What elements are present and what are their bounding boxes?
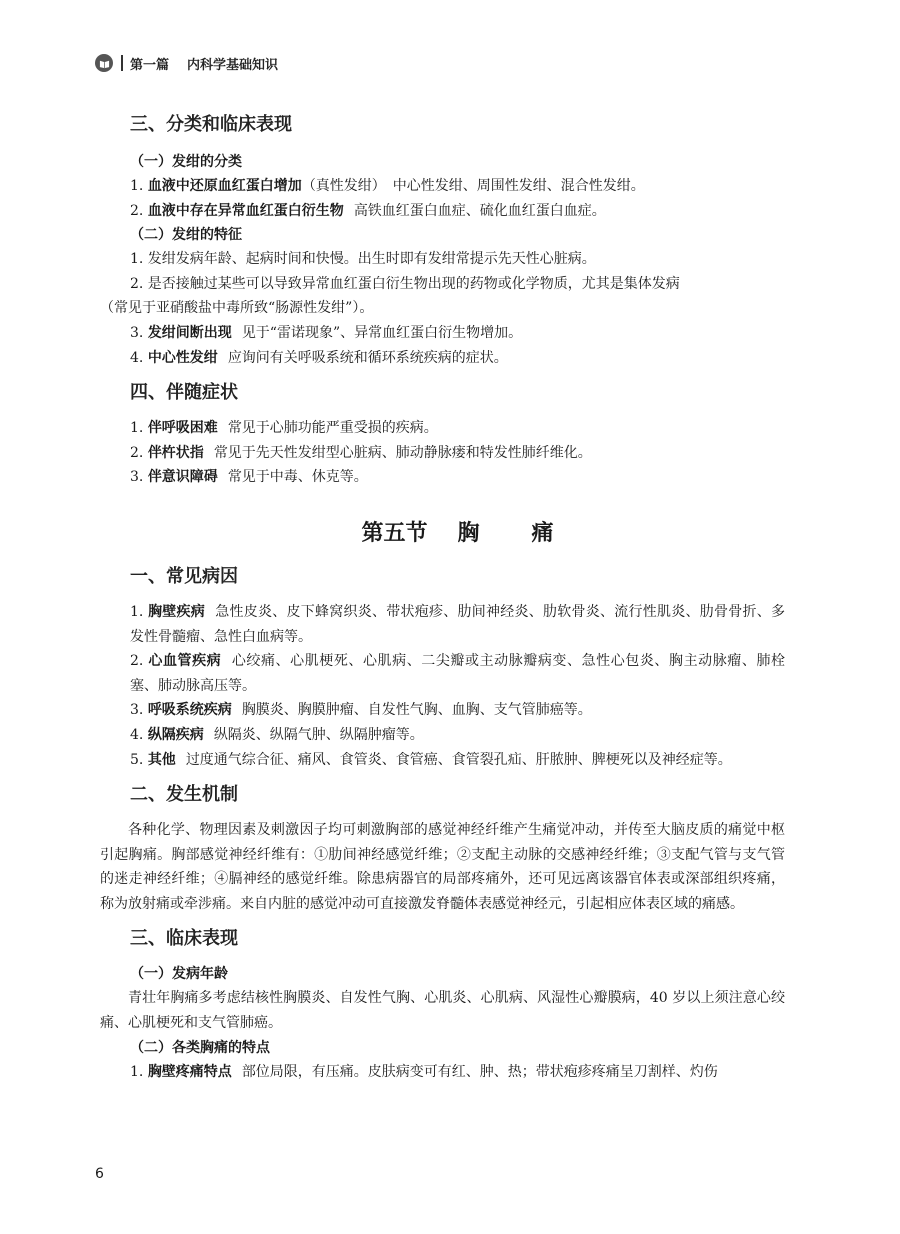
page-content (100, 110, 786, 1084)
heading-clinical: 三、临床表现 (130, 928, 238, 950)
book-icon (95, 54, 113, 72)
list-item: 2. 心血管疾病 心绞痛、心肌梗死、心肌病、二尖瓣或主动脉瓣病变、急性心包炎、胸主动脉瘤、肺栓塞、肺动脉高压等。 (130, 653, 786, 694)
list-item: 1. 胸壁疼痛特点 部位局限，有压痛。皮肤病变可有红、肿、热；带状疱疹疼痛呈刀割样、灼伤 (130, 1063, 718, 1080)
list-item: 1. 发绀发病年龄、起病时间和快慢。出生时即有发绀常提示先天性心脏病。 (130, 251, 596, 268)
list-item: 1. 血液中还原血红蛋白增加（真性发绀） 中心性发绀、周围性发绀、混合性发绀。 (130, 178, 645, 194)
running-header (95, 52, 855, 74)
list-item: 3. 呼吸系统疾病 胸膜炎、胸膜肿瘤、自发性气胸、血胸、支气管肺癌等。 (130, 702, 592, 719)
list-item: 3. 发绀间断出现 见于“雷诺现象”、异常血红蛋白衍生物增加。 (130, 324, 523, 341)
heading-mechanism: 二、发生机制 (130, 784, 238, 806)
list-item: 2. 是否接触过某些可以导致异常血红蛋白衍生物出现的药物或化学物质，尤其是集体发病 (130, 275, 680, 292)
subheading-features: （二）发绀的特征 (130, 227, 242, 244)
header-part: 第一篇 (130, 57, 170, 73)
heading-classification: 三、分类和临床表现 (130, 114, 292, 135)
list-item: 1. 伴呼吸困难 常见于心肺功能严重受损的疾病。 (130, 420, 438, 437)
subheading-pain-features: （二）各类胸痛的特点 (130, 1039, 270, 1056)
subheading-age: （一）发病年龄 (130, 966, 228, 983)
list-item: 4. 中心性发绀 应询问有关呼吸系统和循环系统疾病的症状。 (130, 349, 508, 366)
header-title: 内科学基础知识 (187, 57, 279, 73)
header-separator (121, 55, 123, 71)
list-item-continuation: （常见于亚硝酸盐中毒所致“肠源性发绀”）。 (100, 300, 374, 317)
paragraph-mechanism: 各种化学、物理因素及刺激因子均可刺激胸部的感觉神经纤维产生痛觉冲动，并传至大脑皮质的痛觉中枢引起胸痛。胸部感觉神经纤维有：①肋间神经感觉纤维；②支配主动脉的交感神经纤维；③支配气管与支气管的迷走神经纤维；④膈神经的感觉纤维。除患病器官的局部疼痛外，还可见远离该器官体表或深部组织疼痛，称为放射痛或牵涉痛。来自内脏的感觉冲动可直接激发脊髓体表感觉神经元，引起相应体表区域的痛感。 (100, 822, 785, 912)
list-item: 3. 伴意识障碍 常见于中毒、休克等。 (130, 469, 368, 486)
heading-accompanying: 四、伴随症状 (130, 382, 238, 404)
list-item: 2. 血液中存在异常血红蛋白衍生物 高铁血红蛋白血症、硫化血红蛋白血症。 (130, 202, 606, 219)
list-item: 4. 纵隔疾病 纵隔炎、纵隔气肿、纵隔肿瘤等。 (130, 726, 424, 743)
list-item: 1. 胸壁疾病 急性皮炎、皮下蜂窝织炎、带状疱疹、肋间神经炎、肋软骨炎、流行性肌炎、肋骨骨折、多发性骨髓瘤、急性白血病等。 (130, 603, 786, 645)
subheading-classification: （一）发绀的分类 (130, 154, 242, 170)
list-item: 5. 其他 过度通气综合征、痛风、食管炎、食管癌、食管裂孔疝、肝脓肿、脾梗死以及神经症等。 (130, 751, 732, 768)
paragraph-age: 青壮年胸痛多考虑结核性胸膜炎、自发性气胸、心肌炎、心肌病、风湿性心瓣膜病，40 岁以上须注意心绞痛、心肌梗死和支气管肺癌。 (100, 990, 785, 1032)
list-item: 2. 伴杵状指 常见于先天性发绀型心脏病、肺动静脉瘘和特发性肺纤维化。 (130, 444, 592, 461)
page-number: 6 (95, 1166, 104, 1182)
section-title: 第五节 胸 痛 (361, 519, 554, 546)
heading-causes: 一、常见病因 (130, 565, 238, 587)
